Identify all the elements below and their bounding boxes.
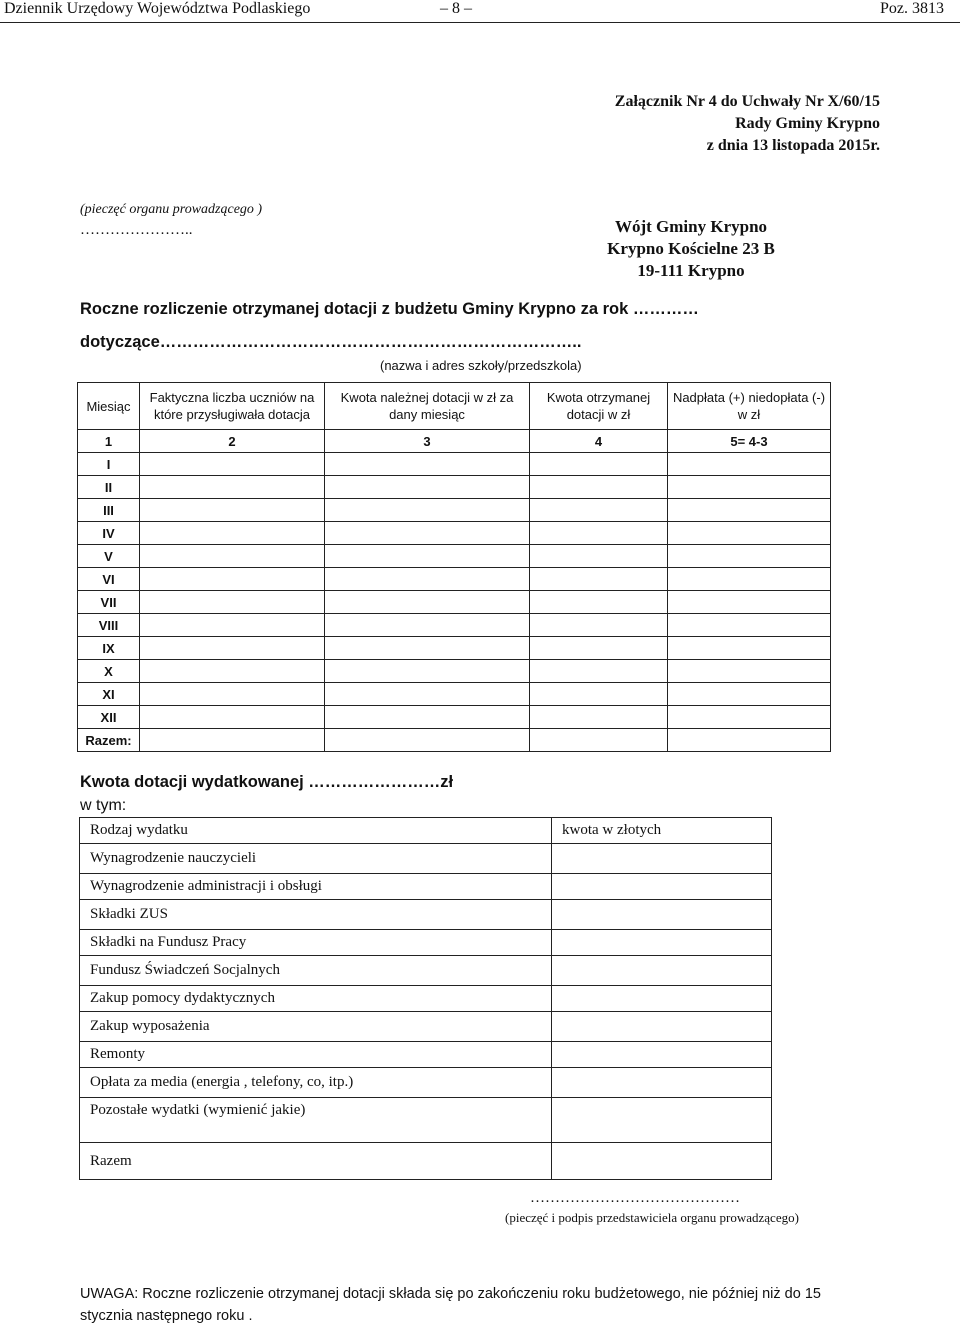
addressee-line-1: Wójt Gminy Krypno [614, 217, 768, 236]
total-row [78, 729, 831, 752]
table-row [80, 844, 772, 874]
report-subject: dotyczące………………………………………………………………….. [80, 333, 582, 351]
due-amount-cell[interactable] [325, 476, 530, 499]
stamp-dots: ………………….. [80, 222, 193, 238]
students-cell[interactable] [140, 522, 325, 545]
table-row [80, 1098, 772, 1143]
due-amount-cell[interactable] [325, 637, 530, 660]
table-row [80, 1068, 772, 1098]
monthly-settlement-table [77, 382, 831, 752]
students-cell[interactable] [140, 614, 325, 637]
column-header-received-amount: Kwota otrzymanej dotacji w zł [530, 383, 668, 430]
column-header-difference: Nadpłata (+) niedopłata (-) w zł [668, 383, 831, 430]
addressee-line-3: 19-111 Krypno [637, 261, 745, 280]
due-amount-cell[interactable] [325, 614, 530, 637]
expense-type: Remonty [80, 1042, 552, 1068]
addressee-line-2: Krypno Kościelne 23 B [607, 239, 775, 258]
difference-cell[interactable] [668, 522, 831, 545]
signature-dots: …………………………………… [530, 1190, 740, 1206]
month-label: III [78, 499, 140, 522]
table-row [78, 591, 831, 614]
difference-cell[interactable] [668, 476, 831, 499]
students-cell[interactable] [140, 476, 325, 499]
school-hint: (nazwa i adres szkoły/przedszkola) [380, 358, 582, 373]
month-label: IV [78, 522, 140, 545]
month-label: V [78, 545, 140, 568]
received-amount-cell[interactable] [530, 637, 668, 660]
column-header-due-amount: Kwota należnej dotacji w zł za dany miesiąc [325, 383, 530, 430]
students-cell[interactable] [140, 545, 325, 568]
difference-cell[interactable] [668, 706, 831, 729]
table-row [78, 614, 831, 637]
table-row [78, 453, 831, 476]
difference-cell[interactable] [668, 683, 831, 706]
expense-type: Składki ZUS [80, 900, 552, 930]
column-number: 1 [78, 430, 140, 453]
expense-type: Opłata za media (energia , telefony, co, itp.) [80, 1068, 552, 1098]
total-label: Razem: [78, 729, 140, 752]
report-title: Roczne rozliczenie otrzymanej dotacji z budżetu Gminy Krypno za rok ………… [80, 300, 699, 318]
table-row [80, 874, 772, 900]
received-amount-cell[interactable] [530, 568, 668, 591]
stamp-label: (pieczęć organu prowadzącego ) [80, 202, 263, 217]
difference-cell[interactable] [668, 591, 831, 614]
position-number: Poz. 3813 [880, 0, 944, 17]
students-cell[interactable] [140, 660, 325, 683]
amount-cell[interactable] [552, 1012, 772, 1042]
expense-type: Razem [80, 1143, 552, 1180]
due-amount-cell[interactable] [325, 591, 530, 614]
attachment-line-1: Załącznik Nr 4 do Uchwały Nr X/60/15 [614, 93, 880, 110]
students-cell[interactable] [140, 499, 325, 522]
signature-label: (pieczęć i podpis przedstawiciela organu prowadzącego) [505, 1210, 799, 1225]
students-total-cell[interactable] [140, 729, 325, 752]
due-amount-cell[interactable] [325, 568, 530, 591]
difference-cell[interactable] [668, 660, 831, 683]
column-number: 2 [140, 430, 325, 453]
journal-title: Dziennik Urzędowy Województwa Podlaskiego [4, 0, 311, 17]
note-line-2: stycznia następnego roku . [80, 1308, 253, 1324]
difference-total-cell[interactable] [668, 729, 831, 752]
expense-type: Wynagrodzenie administracji i obsługi [80, 874, 552, 900]
due-amount-cell[interactable] [325, 522, 530, 545]
due-amount-cell[interactable] [325, 660, 530, 683]
amount-cell[interactable] [552, 986, 772, 1012]
received-amount-cell[interactable] [530, 660, 668, 683]
due-amount-total-cell[interactable] [325, 729, 530, 752]
column-header-month: Miesiąc [78, 383, 140, 430]
month-label: I [78, 453, 140, 476]
received-amount-cell[interactable] [530, 706, 668, 729]
month-label: VII [78, 591, 140, 614]
due-amount-cell[interactable] [325, 499, 530, 522]
amount-cell[interactable] [552, 930, 772, 956]
month-label: XII [78, 706, 140, 729]
expense-type: Wynagrodzenie nauczycieli [80, 844, 552, 874]
table-row [80, 1012, 772, 1042]
amount-cell[interactable] [552, 844, 772, 874]
page-number: – 8 – [440, 0, 472, 17]
expense-type: Zakup wyposażenia [80, 1012, 552, 1042]
amount-cell[interactable] [552, 956, 772, 986]
received-amount-total-cell[interactable] [530, 729, 668, 752]
column-header-expense-type: Rodzaj wydatku [80, 818, 552, 844]
month-label: II [78, 476, 140, 499]
amount-cell[interactable] [552, 900, 772, 930]
table-header-row [78, 383, 831, 430]
expense-type: Zakup pomocy dydaktycznych [80, 986, 552, 1012]
difference-cell[interactable] [668, 614, 831, 637]
received-amount-cell[interactable] [530, 614, 668, 637]
amount-total-cell[interactable] [552, 1143, 772, 1180]
table-row [80, 1042, 772, 1068]
column-number: 4 [530, 430, 668, 453]
students-cell[interactable] [140, 568, 325, 591]
received-amount-cell[interactable] [530, 545, 668, 568]
difference-cell[interactable] [668, 568, 831, 591]
difference-cell[interactable] [668, 499, 831, 522]
table-row [78, 706, 831, 729]
expense-table [79, 817, 772, 1180]
table-row [78, 545, 831, 568]
table-row [78, 683, 831, 706]
due-amount-cell[interactable] [325, 683, 530, 706]
students-cell[interactable] [140, 591, 325, 614]
due-amount-cell[interactable] [325, 453, 530, 476]
table-row [78, 522, 831, 545]
spending-subtitle: w tym: [80, 797, 127, 814]
note-line-1: UWAGA: Roczne rozliczenie otrzymanej dotacji składa się po zakończeniu roku budżetowego, nie później niż do 15 [80, 1286, 821, 1302]
received-amount-cell[interactable] [530, 499, 668, 522]
table-row [80, 956, 772, 986]
received-amount-cell[interactable] [530, 453, 668, 476]
table-row [78, 637, 831, 660]
table-row [80, 986, 772, 1012]
attachment-line-3: z dnia 13 listopada 2015r. [706, 137, 880, 154]
table-row [78, 499, 831, 522]
students-cell[interactable] [140, 683, 325, 706]
students-cell[interactable] [140, 706, 325, 729]
month-label: X [78, 660, 140, 683]
students-cell[interactable] [140, 637, 325, 660]
column-header-amount: kwota w złotych [552, 818, 772, 844]
month-label: VIII [78, 614, 140, 637]
expense-type: Składki na Fundusz Pracy [80, 930, 552, 956]
table-row [80, 930, 772, 956]
table-row [80, 900, 772, 930]
difference-cell[interactable] [668, 453, 831, 476]
due-amount-cell[interactable] [325, 706, 530, 729]
column-header-students: Faktyczna liczba uczniów na które przysługiwała dotacja [140, 383, 325, 430]
received-amount-cell[interactable] [530, 522, 668, 545]
table-row [78, 660, 831, 683]
month-label: VI [78, 568, 140, 591]
amount-cell[interactable] [552, 874, 772, 900]
table-header-row [80, 818, 772, 844]
column-number: 3 [325, 430, 530, 453]
difference-cell[interactable] [668, 637, 831, 660]
amount-cell[interactable] [552, 1098, 772, 1143]
difference-cell[interactable] [668, 545, 831, 568]
expense-type: Pozostałe wydatki (wymienić jakie) [80, 1098, 552, 1143]
attachment-line-2: Rady Gminy Krypno [735, 115, 880, 132]
received-amount-cell[interactable] [530, 476, 668, 499]
received-amount-cell[interactable] [530, 683, 668, 706]
month-label: XI [78, 683, 140, 706]
expense-type: Fundusz Świadczeń Socjalnych [80, 956, 552, 986]
table-row [78, 568, 831, 591]
received-amount-cell[interactable] [530, 591, 668, 614]
column-number: 5= 4-3 [668, 430, 831, 453]
month-label: IX [78, 637, 140, 660]
spending-title: Kwota dotacji wydatkowanej ……………………zł [80, 773, 454, 791]
header-rule [0, 22, 960, 23]
students-cell[interactable] [140, 453, 325, 476]
amount-cell[interactable] [552, 1042, 772, 1068]
table-row [78, 476, 831, 499]
amount-cell[interactable] [552, 1068, 772, 1098]
column-number-row [78, 430, 831, 453]
total-row [80, 1143, 772, 1180]
due-amount-cell[interactable] [325, 545, 530, 568]
